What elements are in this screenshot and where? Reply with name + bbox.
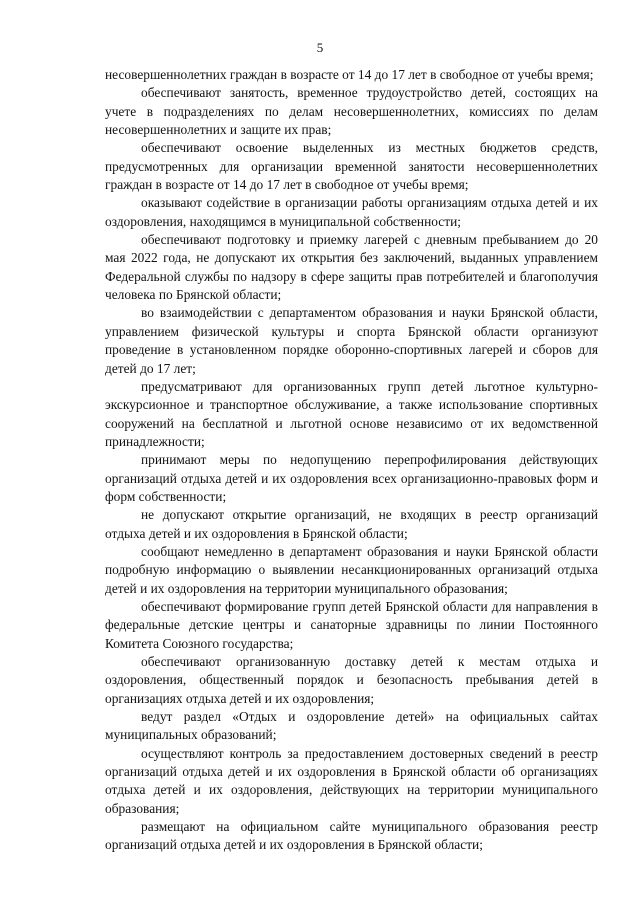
paragraph: осуществляют контроль за предоставлением достоверных сведений в реестр организаций отдыха детей и их оздоровления в Брянской области об организациях отдыха детей и их оздоровления, действующих на территории муниципального образования; — [105, 745, 598, 816]
paragraph: во взаимодействии с департаментом образования и науки Брянской области, управлением физической культуры и спорта Брянской области организуют проведение в установленном порядке оборонно-спортивных лагерей и сборов для детей до 17 лет; — [105, 305, 598, 376]
paragraph: обеспечивают занятость, временное трудоустройство детей, состоящих на учете в подразделениях по делам несовершеннолетних, комиссиях по делам несовершеннолетних и защите их прав; — [105, 85, 598, 138]
paragraph: принимают меры по недопущению перепрофилирования действующих организаций отдыха детей и их оздоровления всех организационно-правовых форм и форм собственности; — [105, 452, 598, 504]
page-number: 5 — [316, 40, 324, 55]
paragraph: обеспечивают подготовку и приемку лагерей с дневным пребыванием до 20 мая 2022 года, не допускают их открытия без заключений, выданных управлением Федеральной службы по надзору в сфере защиты прав потребителей и благополучия человека по Брянской области; — [105, 232, 598, 303]
paragraph: размещают на официальном сайте муниципального образования реестр организаций отдыха детей и их оздоровления в Брянской области; — [105, 819, 598, 853]
document-body — [105, 66, 598, 855]
paragraph: не допускают открытие организаций, не входящих в реестр организаций отдыха детей и их оздоровления в Брянской области; — [105, 507, 598, 541]
paragraph: ведут раздел «Отдых и оздоровление детей» на официальных сайтах муниципальных образований; — [105, 709, 598, 743]
paragraph-continuation: несовершеннолетних граждан в возрасте от 14 до 17 лет в свободное от учебы время; — [105, 67, 594, 82]
paragraph: оказывают содействие в организации работы организациям отдыха детей и их оздоровления, находящимся в муниципальной собственности; — [105, 195, 598, 229]
paragraph: обеспечивают формирование групп детей Брянской области для направления в федеральные детские центры и санаторные здравницы по линии Постоянного Комитета Союзного государства; — [105, 598, 598, 651]
paragraph: сообщают немедленно в департамент образования и науки Брянской области подробную информацию о выявлении несанкционированных организаций отдыха детей и их оздоровления на территории муниципального образования; — [105, 543, 598, 596]
paragraph: предусматривают для организованных групп детей льготное культурно-экскурсионное и транспортное обслуживание, а также использование спортивных сооружений на бесплатной и льготной основе независимо от их ведомственной принадлежности; — [105, 378, 598, 449]
paragraph: обеспечивают освоение выделенных из местных бюджетов средств, предусмотренных для организации временной занятости несовершеннолетних граждан в возрасте от 14 до 17 лет в свободное от учебы время; — [105, 140, 598, 193]
paragraph: обеспечивают организованную доставку детей к местам отдыха и оздоровления, общественный порядок и безопасность пребывания детей в организациях отдыха детей и их оздоровления; — [105, 654, 598, 706]
